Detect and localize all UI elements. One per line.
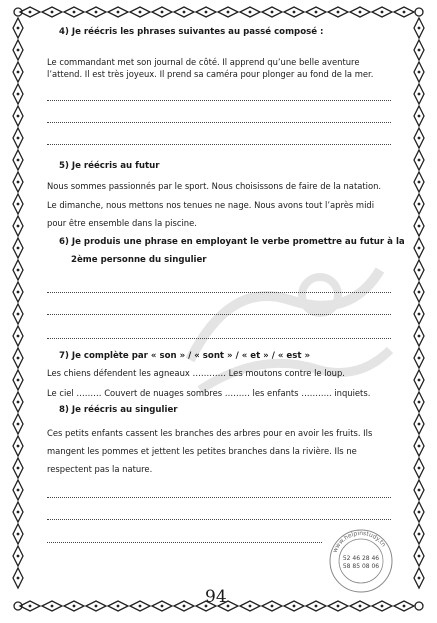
answer-line[interactable]: [47, 338, 391, 339]
border-dot: [381, 11, 384, 14]
border-dot: [17, 489, 20, 492]
border-dot: [418, 423, 421, 426]
border-dot: [17, 247, 20, 250]
border-dot: [17, 313, 20, 316]
stamp-seal: [328, 528, 394, 594]
exercise-5-heading: 5) Je réécris au futur: [59, 161, 160, 171]
answer-line[interactable]: [47, 292, 391, 293]
border-dot: [17, 269, 20, 272]
exercise-4-text-line: Le commandant met son journal de côté. Il apprend qu’une belle aventure: [47, 57, 360, 67]
border-dot: [418, 291, 421, 294]
border-corner: [415, 602, 423, 610]
exercise-8-text-line: mangent les pommes et jettent les petites branches dans la rivière. Ils ne: [47, 446, 357, 456]
exercise-8-text-line: respectent pas la nature.: [47, 464, 153, 474]
answer-line[interactable]: [47, 144, 391, 145]
exercise-7-heading: 7) Je complète par « son » / « sont » / « et » / « est »: [59, 351, 310, 361]
border-dot: [359, 11, 362, 14]
border-dot: [17, 511, 20, 514]
border-dot: [17, 335, 20, 338]
border-dot: [418, 401, 421, 404]
border-dot: [17, 225, 20, 228]
border-dot: [403, 11, 406, 14]
border-dot: [17, 379, 20, 382]
border-dot: [183, 11, 186, 14]
border-dot: [293, 11, 296, 14]
border-dot: [139, 11, 142, 14]
stamp-phone-1: 52 46 28 46: [342, 555, 380, 562]
svg-text:www.helpinstudy.tn: [332, 530, 388, 554]
border-dot: [418, 379, 421, 382]
exercise-5-text-line: Nous sommes passionnés par le sport. Nous choisissons de faire de la natation.: [47, 181, 382, 191]
border-dot: [418, 269, 421, 272]
exercise-8-heading: 8) Je réécris au singulier: [59, 405, 178, 415]
border-dot: [418, 115, 421, 118]
border-dot: [403, 605, 406, 608]
answer-line[interactable]: [47, 542, 322, 543]
exercise-6-heading-line2: 2ème personne du singulier: [71, 255, 207, 265]
border-dot: [17, 467, 20, 470]
exercise-4-heading: 4) Je réécris les phrases suivantes au passé composé :: [59, 27, 324, 37]
border-dot: [418, 357, 421, 360]
border-dot: [418, 555, 421, 558]
border-dot: [227, 11, 230, 14]
border-corner: [415, 8, 423, 16]
border-dot: [117, 11, 120, 14]
border-dot: [293, 605, 296, 608]
answer-line[interactable]: [47, 314, 391, 315]
border-dot: [359, 605, 362, 608]
border-dot: [183, 605, 186, 608]
border-dot: [161, 11, 164, 14]
exercise-4-text-line: l’attend. Il est très joyeux. Il prend sa caméra pour plonger au fond de la mer.: [47, 69, 374, 79]
border-dot: [51, 605, 54, 608]
page-number: 94: [205, 587, 227, 607]
border-dot: [205, 11, 208, 14]
border-dot: [17, 49, 20, 52]
border-dot: [17, 159, 20, 162]
border-dot: [418, 225, 421, 228]
border-dot: [73, 605, 76, 608]
answer-line[interactable]: [47, 100, 391, 101]
border-dot: [418, 27, 421, 30]
border-dot: [227, 605, 230, 608]
border-dot: [17, 291, 20, 294]
border-dot: [29, 605, 32, 608]
border-dot: [17, 203, 20, 206]
exercise-8-text-line: Ces petits enfants cassent les branches des arbres pour en avoir les fruits. Ils: [47, 428, 373, 438]
border-dot: [17, 577, 20, 580]
border-dot: [17, 181, 20, 184]
answer-line[interactable]: [47, 497, 391, 498]
border-dot: [117, 605, 120, 608]
border-dot: [17, 401, 20, 404]
border-dot: [418, 49, 421, 52]
border-dot: [418, 489, 421, 492]
border-dot: [249, 11, 252, 14]
border-dot: [17, 533, 20, 536]
border-dot: [73, 11, 76, 14]
border-dot: [17, 445, 20, 448]
exercise-7-text-line: Les chiens défendent les agneaux ………… Les moutons contre le loup.: [47, 368, 345, 378]
border-dot: [139, 605, 142, 608]
exercise-7-text-line: Le ciel ……… Couvert de nuages sombres ……… les enfants ……….. inquiets.: [47, 388, 371, 398]
border-dot: [17, 555, 20, 558]
border-dot: [51, 11, 54, 14]
border-dot: [418, 533, 421, 536]
border-dot: [271, 605, 274, 608]
border-dot: [418, 511, 421, 514]
exercise-5-text-line: pour être ensemble dans la piscine.: [47, 218, 197, 228]
border-dot: [95, 11, 98, 14]
border-dot: [161, 605, 164, 608]
border-dot: [418, 313, 421, 316]
border-dot: [337, 605, 340, 608]
answer-line[interactable]: [47, 122, 391, 123]
border-dot: [315, 605, 318, 608]
border-dot: [337, 11, 340, 14]
border-dot: [17, 27, 20, 30]
border-dot: [418, 93, 421, 96]
border-dot: [418, 247, 421, 250]
border-dot: [17, 71, 20, 74]
border-dot: [418, 335, 421, 338]
border-dot: [418, 577, 421, 580]
border-dot: [95, 605, 98, 608]
border-dot: [381, 605, 384, 608]
exercise-6-heading: 6) Je produis une phrase en employant le verbe promettre au futur à la: [59, 237, 405, 247]
border-dot: [17, 115, 20, 118]
border-dot: [17, 423, 20, 426]
exercise-5-text-line: Le dimanche, nous mettons nos tenues ne nage. Nous avons tout l’après midi: [47, 200, 375, 210]
border-dot: [418, 203, 421, 206]
border-dot: [418, 71, 421, 74]
border-dot: [418, 467, 421, 470]
border-dot: [418, 181, 421, 184]
border-dot: [29, 11, 32, 14]
border-dot: [17, 93, 20, 96]
stamp-site: www.helpinstudy.tn: [331, 529, 388, 554]
border-dot: [418, 159, 421, 162]
border-dot: [418, 445, 421, 448]
border-dot: [249, 605, 252, 608]
border-dot: [315, 11, 318, 14]
border-dot: [418, 137, 421, 140]
border-dot: [17, 137, 20, 140]
border-dot: [17, 357, 20, 360]
answer-line[interactable]: [47, 519, 391, 520]
border-dot: [271, 11, 274, 14]
stamp-phone-2: 58 85 08 06: [342, 563, 380, 570]
